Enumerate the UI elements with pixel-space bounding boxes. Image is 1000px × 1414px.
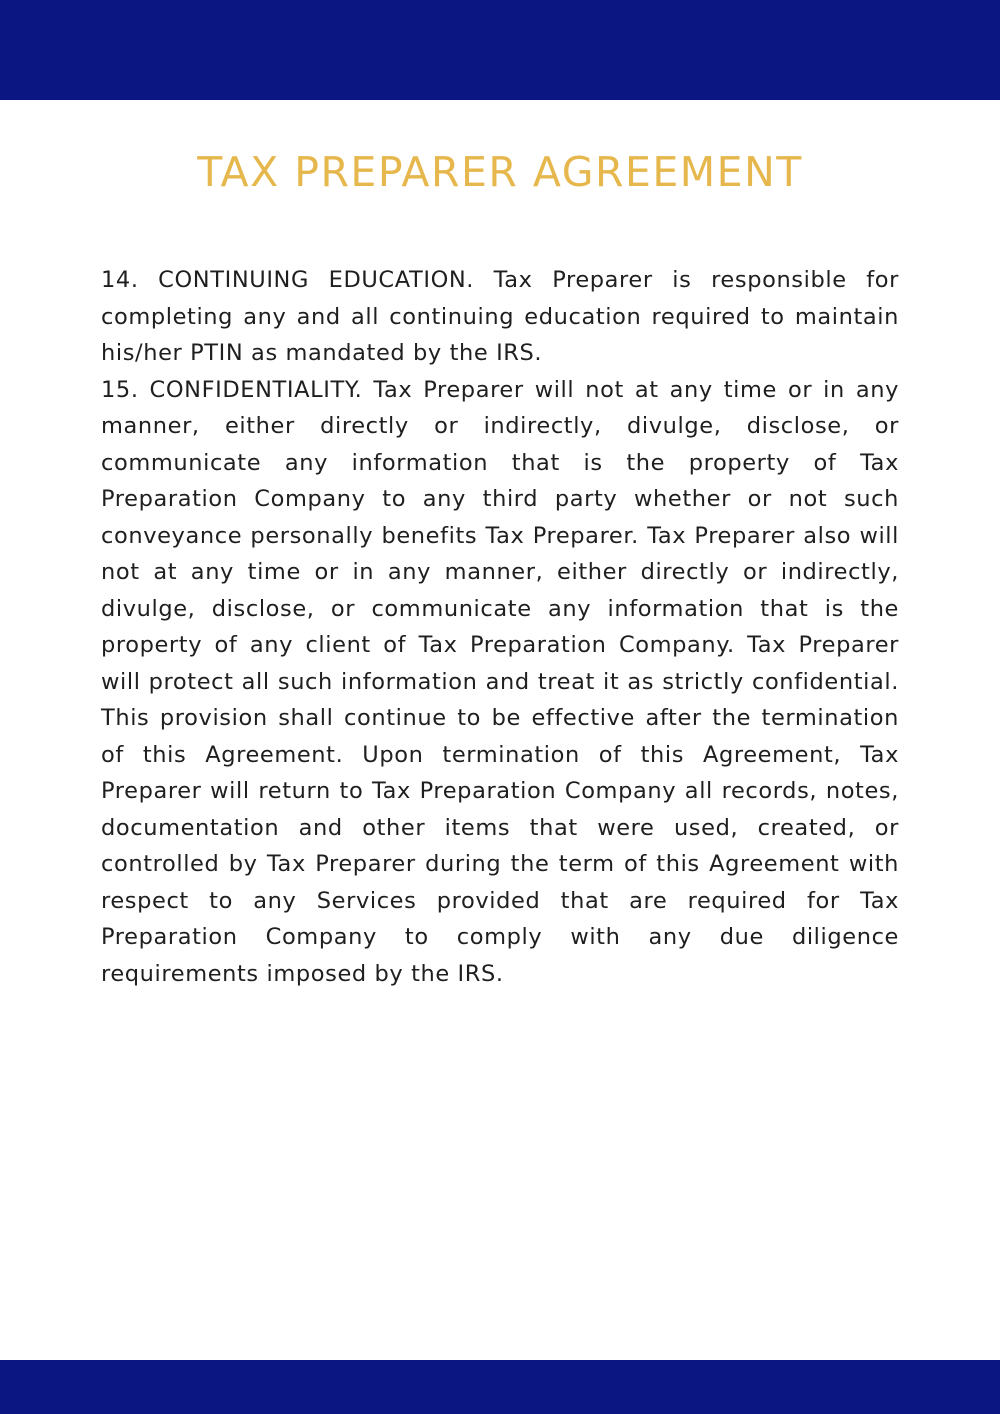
footer-band <box>0 1360 1000 1414</box>
clause-confidentiality: 15. CONFIDENTIALITY. Tax Preparer will not at any time or in any manner, either directly or indirectly, divulge, disclose, or communicate any information that is the property of Tax Preparation Company to any third party whether or not such conveyance personally benefits Tax Preparer. Tax Preparer also will not at any time or in any manner, either directly or indirectly, divulge, disclose, or communicate any information that is the property of any client of Tax Preparation Company. Tax Preparer will protect all such information and treat it as strictly confidential. This provision shall continue to be effective after the termination of this Agreement. Upon termination of this Agreement, Tax Preparer will return to Tax Preparation Company all records, notes, documentation and other items that were used, created, or controlled by Tax Preparer during the term of this Agreement with respect to any Services provided that are required for Tax Preparation Company to comply with any due diligence requirements imposed by the IRS. <box>101 376 899 987</box>
clause-continuing-education: 14. CONTINUING EDUCATION. Tax Preparer is responsible for completing any and all continuing education required to maintain his/her PTIN as mandated by the IRS. <box>101 267 899 366</box>
document-title: TAX PREPARER AGREEMENT <box>197 148 803 196</box>
agreement-body <box>101 262 899 992</box>
header-band <box>0 0 1000 100</box>
